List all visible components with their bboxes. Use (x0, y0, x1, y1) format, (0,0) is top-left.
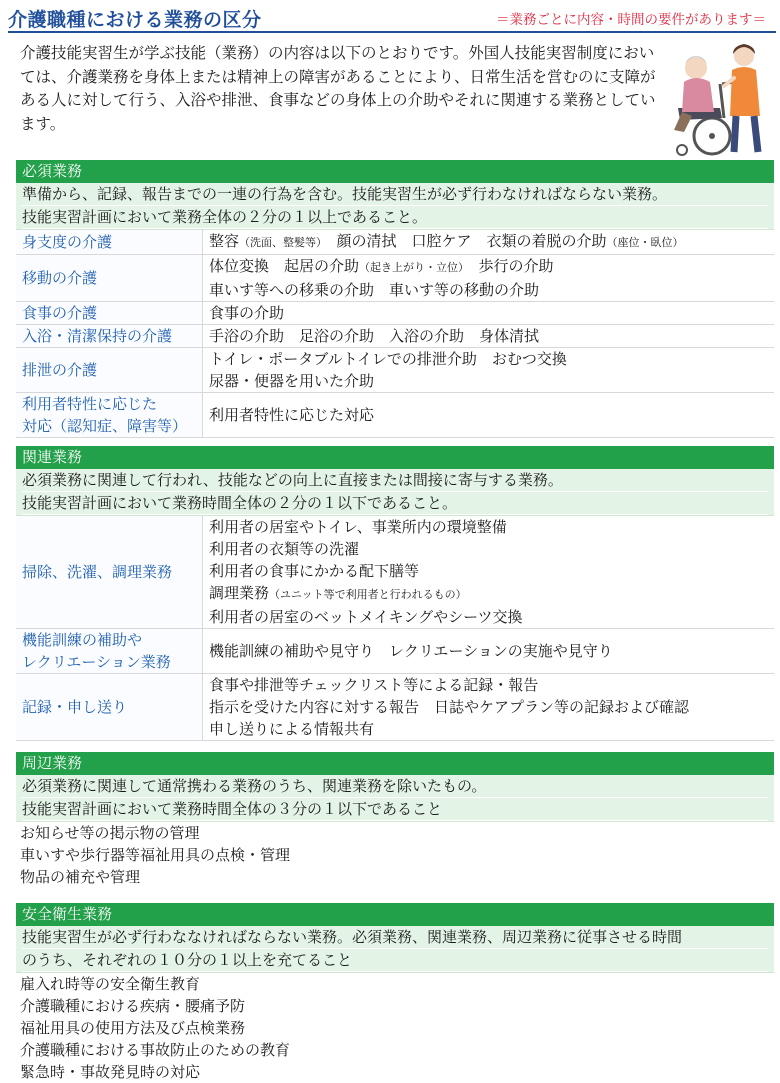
section-description (16, 183, 774, 230)
section-peripheral (16, 752, 774, 888)
detail-text: 利用者特性に応じた対応 (209, 406, 375, 424)
table-row (16, 674, 774, 741)
detail-text: 体位変換 起居の介助 (209, 257, 360, 275)
section-safety (16, 903, 774, 1083)
detail-text: 機能訓練の補助や見守り レクリエーションの実施や見守り (209, 642, 613, 660)
list-item: 物品の補充や管理 (20, 868, 141, 886)
category-cell (16, 348, 203, 393)
list-item: 車いすや歩行器等福祉用具の点検・管理 (20, 846, 291, 864)
category-cell (16, 302, 203, 325)
detail-text: 利用者の居室のベットメイキングやシーツ交換 (209, 608, 523, 626)
category-label: 利用者特性に応じた (22, 395, 158, 413)
section-description (16, 775, 774, 822)
detail-text: 指示を受けた内容に対する報告 日誌やケアプラン等の記録および確認 (209, 698, 690, 716)
category-label: レクリエーション業務 (22, 653, 171, 671)
detail-note: （ユニット等で利用者と行われるもの） (269, 588, 467, 601)
section-essential (16, 160, 774, 438)
list-item: 雇入れ時等の安全衛生教育 (20, 975, 201, 993)
section-description (16, 469, 774, 516)
detail-note: （洗面、整髪等） (239, 236, 322, 249)
detail-text: 尿器・便器を用いた介助 (209, 372, 375, 390)
table-row (16, 516, 774, 629)
table-row (16, 255, 774, 302)
list-item: 介護職種における疾病・腰痛予防 (20, 997, 246, 1015)
category-cell (16, 325, 203, 348)
page-title: 介護職種における業務の区分 (8, 9, 262, 31)
category-label: 移動の介護 (22, 269, 98, 287)
detail-text: 利用者の食事にかかる配下膳等 (209, 562, 420, 580)
detail-text: 顔の清拭 口腔ケア 衣類の着脱の介助 (321, 232, 607, 250)
detail-text: 利用者の衣類等の洗濯 (209, 540, 360, 558)
header (0, 0, 780, 36)
list-item: 福祉用具の使用方法及び点検業務 (20, 1019, 246, 1037)
detail-note: （起き上がり・立位） (359, 261, 464, 274)
category-label: 対応（認知症、障害等） (22, 417, 188, 435)
detail-cell (203, 348, 775, 393)
description-line: 必須業務に関連して行われ、技能などの向上に直接または間接に寄与する業務。 (22, 469, 768, 492)
table-row (16, 325, 774, 348)
section-title: 周辺業務 (16, 752, 774, 775)
detail-cell (203, 230, 775, 255)
requirement-note: ＝業務ごとに内容・時間の要件があります＝ (496, 12, 766, 28)
detail-text: 食事や排泄等チェックリスト等による記録・報告 (209, 676, 539, 694)
detail-text: 利用者の居室やトイレ、事業所内の環境整備 (209, 518, 507, 536)
peripheral-list (16, 822, 774, 888)
category-cell (16, 629, 203, 674)
table-row (16, 629, 774, 674)
section-related (16, 446, 774, 741)
list-item: 緊急時・事故発見時の対応 (20, 1063, 201, 1081)
description-line: 技能実習計画において業務時間全体の２分の１以下であること。 (22, 492, 768, 515)
detail-cell (203, 325, 775, 348)
detail-note: （座位・臥位） (606, 236, 684, 249)
detail-text: 整容 (209, 232, 240, 250)
description-line: 必須業務に関連して通常携わる業務のうち、関連業務を除いたもの。 (22, 775, 768, 798)
table-row (16, 302, 774, 325)
section-description (16, 926, 774, 973)
description-line: 技能実習計画において業務時間全体の３分の１以下であること (22, 798, 768, 821)
table-row (16, 230, 774, 255)
description-line: のうち、それぞれの１０分の１以上を充てること (22, 949, 768, 972)
section-title: 関連業務 (16, 446, 774, 469)
title-underline (8, 31, 776, 33)
detail-cell (203, 674, 775, 741)
category-label: 入浴・清潔保持の介護 (22, 327, 173, 345)
category-cell (16, 516, 203, 629)
category-cell (16, 230, 203, 255)
list-item: 介護職種における事故防止のための教育 (20, 1041, 291, 1059)
table-row (16, 393, 774, 438)
description-line: 技能実習生が必ず行わななければならない業務。必須業務、関連業務、周辺業務に従事させる時間 (22, 926, 768, 949)
category-label: 食事の介護 (22, 304, 98, 322)
category-cell (16, 674, 203, 741)
detail-cell (203, 393, 775, 438)
category-label: 機能訓練の補助や (22, 631, 143, 649)
caregiver-wheelchair-icon (660, 38, 770, 158)
table-row (16, 348, 774, 393)
safety-list (16, 973, 774, 1083)
category-label: 身支度の介護 (22, 233, 113, 251)
detail-text: 調理業務 (209, 584, 270, 602)
category-label: 排泄の介護 (22, 361, 98, 379)
category-cell (16, 393, 203, 438)
detail-text: 申し送りによる情報共有 (209, 720, 375, 738)
intro-text: 介護技能実習生が学ぶ技能（業務）の内容は以下のとおりです。外国人技能実習制度においては、介護業務を身体上または精神上の障害があることにより、日常生活を営むのに支障がある人に対して行う、入浴や排泄、食事などの身体上の介助やそれに関連する業務としています。 (20, 44, 656, 133)
detail-cell (203, 516, 775, 629)
detail-text: トイレ・ポータブルトイレでの排泄介助 おむつ交換 (209, 350, 567, 368)
detail-text: 手浴の介助 足浴の介助 入浴の介助 身体清拭 (209, 327, 540, 345)
category-cell (16, 255, 203, 302)
list-item: お知らせ等の掲示物の管理 (20, 824, 200, 842)
related-table (16, 516, 774, 741)
essential-table (16, 230, 774, 438)
detail-text: 歩行の介助 (463, 257, 554, 275)
description-line: 準備から、記録、報告までの一連の行為を含む。技能実習生が必ず行わなければならない業務。 (22, 183, 768, 206)
detail-text: 食事の介助 (209, 304, 285, 322)
category-label: 記録・申し送り (22, 698, 128, 716)
section-title: 必須業務 (16, 160, 774, 183)
detail-cell (203, 255, 775, 302)
detail-text: 車いす等への移乗の介助 車いす等の移動の介助 (209, 281, 540, 299)
description-line: 技能実習計画において業務全体の２分の１以上であること。 (22, 206, 768, 229)
detail-cell (203, 629, 775, 674)
category-label: 掃除、洗濯、調理業務 (22, 563, 173, 581)
section-title: 安全衛生業務 (16, 903, 774, 926)
detail-cell (203, 302, 775, 325)
